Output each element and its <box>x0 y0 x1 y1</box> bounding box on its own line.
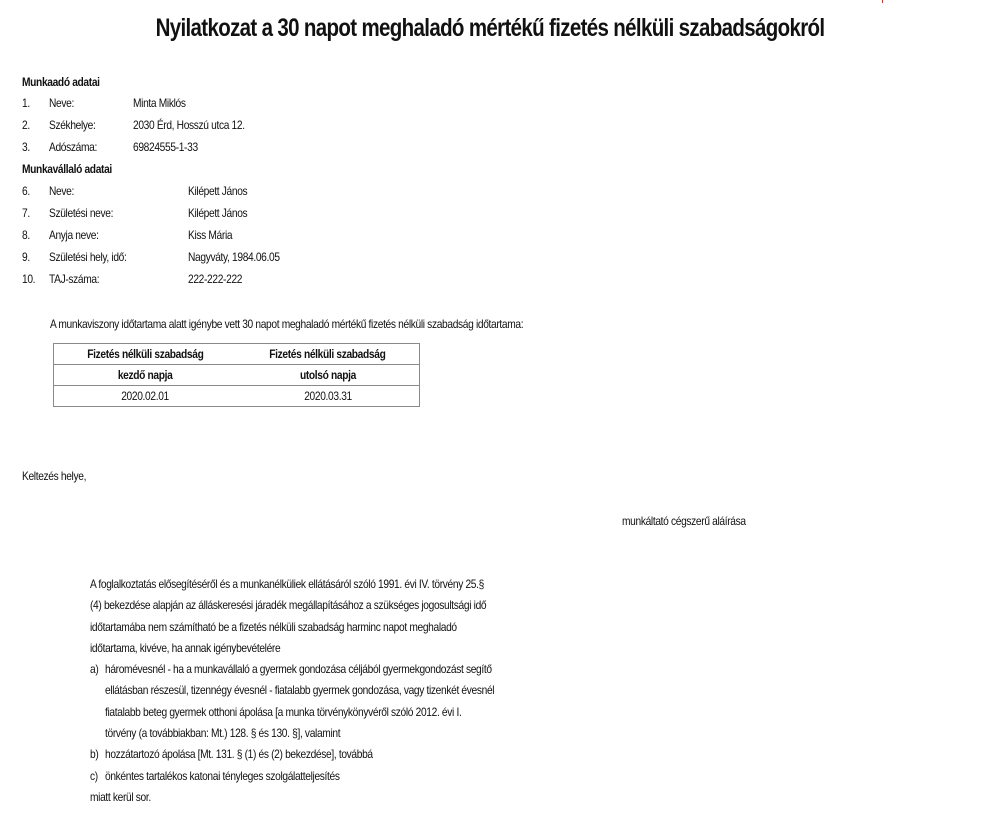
legal-closing: miatt kerül sor. <box>90 789 151 804</box>
place-label: Keltezés helye, <box>22 469 87 483</box>
row-number: 9. <box>22 250 30 264</box>
legal-line: A foglalkoztatás elősegítéséről és a munkanélküliek ellátásáról szóló 1991. évi IV. törvény 25.§ <box>90 577 484 591</box>
table-row <box>54 386 420 407</box>
row-number: 1. <box>22 96 30 110</box>
field-label: TAJ-száma: <box>49 272 100 286</box>
field-value: 69824555-1-33 <box>133 140 198 154</box>
field-label: Adószáma: <box>49 140 97 154</box>
header-end-line1: Fizetés nélküli szabadság <box>237 344 420 365</box>
row-number: 7. <box>22 206 30 220</box>
start-date-cell: 2020.02.01 <box>54 386 237 407</box>
row-number: 10. <box>22 272 36 286</box>
legal-line: időtartamába nem számítható be a fizetés nélküli szabadság harminc napot meghaladó <box>90 619 457 634</box>
field-label: Anyja neve: <box>49 228 99 242</box>
field-value: Minta Miklós <box>133 96 186 110</box>
field-label: Neve: <box>49 96 74 110</box>
document-title: Nyilatkozat a 30 napot meghaladó mértékű fizetés nélküli szabadságokról <box>155 14 825 42</box>
row-number: 8. <box>22 228 30 242</box>
field-value: Nagyváty, 1984.06.05 <box>188 250 280 264</box>
legal-line: időtartama, kivéve, ha annak igénybevételére <box>90 640 281 655</box>
legal-item-a: a) háromévesnél - ha a munkavállaló a gyermek gondozása céljából gyermekgondozást segítő ellátásban részesül, tizennégy évesnél - fiatalabb gyermek gondozása, vagy tizenkét évesnél fiatalabb beteg gyermek otthoni ápolása [a munka törvénykönyvéről szóló 2012. évi I. törvény (a továbbiakban: Mt.) 128. § és 130. §], valamint <box>90 659 563 744</box>
field-value: Kiss Mária <box>188 228 233 242</box>
field-value: Kilépett János <box>188 206 248 220</box>
field-label: Születési hely, idő: <box>49 250 127 264</box>
list-marker: a) <box>90 662 99 677</box>
field-value: 222-222-222 <box>188 272 243 286</box>
field-label: Székhelye: <box>49 118 96 132</box>
legal-item-b: b) hozzátartozó ápolása [Mt. 131. § (1) és (2) bekezdése], továbbá <box>90 744 563 765</box>
table-header-row <box>54 344 420 365</box>
table-header-row <box>54 365 420 386</box>
legal-note <box>90 574 563 808</box>
list-marker: b) <box>90 747 99 762</box>
edge-mark <box>882 0 883 3</box>
end-date-cell: 2020.03.31 <box>237 386 420 407</box>
field-value: 2030 Érd, Hosszú utca 12. <box>133 118 245 132</box>
header-start-line1: Fizetés nélküli szabadság <box>54 344 237 365</box>
row-number: 6. <box>22 184 30 198</box>
employee-heading: Munkavállaló adatai <box>22 162 112 176</box>
header-end-line2: utolsó napja <box>237 365 420 386</box>
header-start-line2: kezdő napja <box>54 365 237 386</box>
leave-period-table <box>53 343 420 407</box>
legal-line: (4) bekezdése alapján az álláskeresési járadék megállapításához a szükséges jogosultsági idő <box>90 598 487 613</box>
field-label: Születési neve: <box>49 206 114 220</box>
field-value: Kilépett János <box>188 184 248 198</box>
row-number: 3. <box>22 140 30 154</box>
employer-heading: Munkaadó adatai <box>22 75 100 89</box>
legal-item-c: c) önkéntes tartalékos katonai tényleges szolgálatteljesítés <box>90 766 563 787</box>
period-intro: A munkaviszony időtartama alatt igénybe vett 30 napot meghaladó mértékű fizetés nélküli szabadság időtartama: <box>50 317 524 331</box>
signature-label: munkáltató cégszerű aláírása <box>622 514 746 528</box>
field-label: Neve: <box>49 184 74 198</box>
list-marker: c) <box>90 768 98 783</box>
row-number: 2. <box>22 118 30 132</box>
